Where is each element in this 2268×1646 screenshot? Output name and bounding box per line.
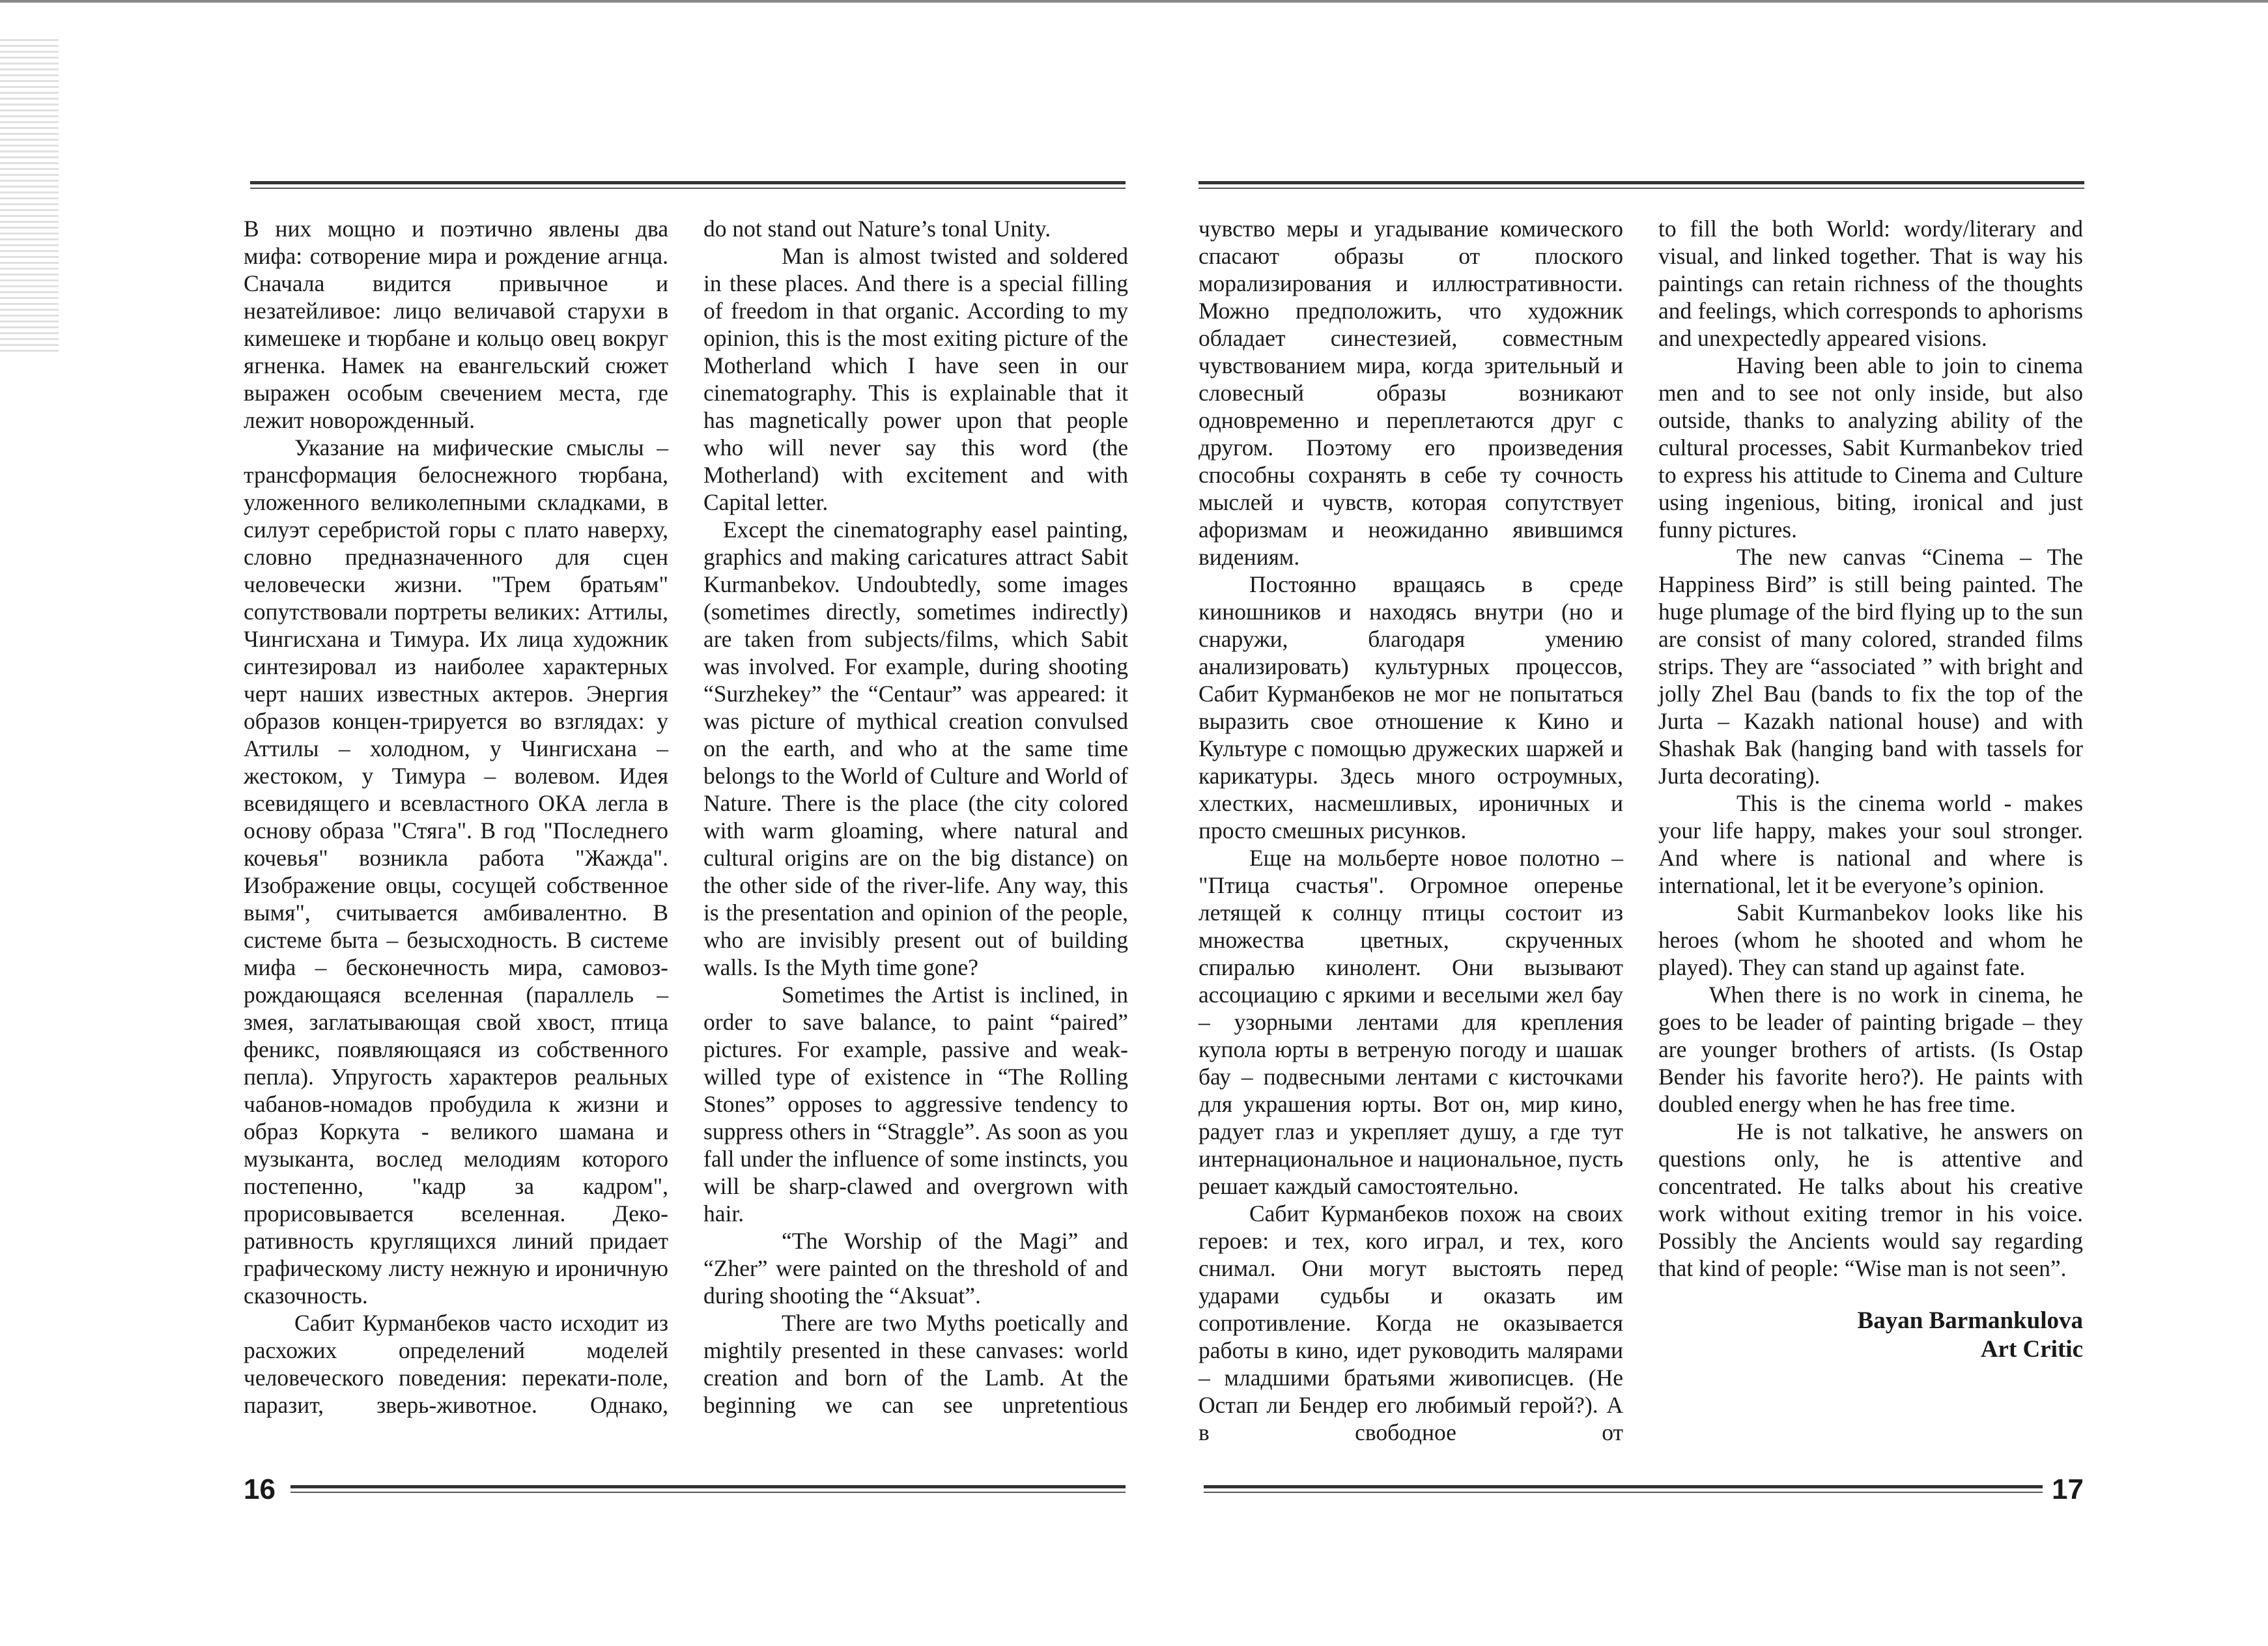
paragraph: to fill the both World: wordy/literary and visual, and linked together. That is way his paintings can retain richness of the thoughts and feelings, which corresponds to aphorisms and unexpectedly appeared visions. [1658, 216, 2083, 351]
paragraph: This is the cinema world - makes your life happy, makes your soul stronger. And where is national and where is international, let it be everyone’s opinion. [1658, 790, 2083, 898]
page-number-left: 16 [244, 1473, 276, 1505]
paragraph: Постоянно вращаясь в среде киношников и находясь внутри (но и снаружи, благодаря умению анализировать) культурных процессов, Сабит Курманбеков не мог не попытаться выразить свое отношение к Кино и Культуре с помощью дружеских шаржей и карикатуры. Здесь много остроумных, хлестких, насмешливых, ироничных и просто смешных рисунков. [1198, 571, 1623, 844]
paragraph: Еще на мольберте новое полотно – "Птица счастья". Огромное оперенье летящей к солнцу птицы состоит из множества цветных, скрученных спиралью кинолент. Они вызывают ассоциацию с яркими и веселыми жел бау – узорными лентами для крепления купола юрты в ветреную погоду и шашак бау – подвесными лентами с кисточками для украшения юрты. Вот он, мир кино, радует глаз и укрепляет душу, а где тут интернациональное и национальное, пусть решает каждый самостоятельно. [1198, 845, 1623, 1199]
paragraph: Сабит Курманбеков похож на своих героев: и тех, кого играл, и тех, кого снимал. Они могут выстоять перед ударами судьбы и оказать им сопротивление. Когда не оказывается работы в кино, идет руководить малярами – младшими братьями живописцев. (Не Остап ли Бендер его любимый герой?). А в свободное от [1198, 1200, 1623, 1445]
paragraph: Man is almost twisted and soldered in these places. And there is a special filling of freedom in that organic. According to my opinion, this is the most exiting picture of the Motherland which I have seen in our cinematography. This is explainable that it has magnetically power upon that people who will never say this word (the Motherland) with excitement and with Capital letter. [703, 243, 1128, 515]
paragraph: do not stand out Nature’s tonal Unity. [703, 216, 1051, 242]
column-2 [703, 215, 1128, 1419]
paragraph: В них мощно и поэтично явлены два мифа: сотворение мира и рождение агнца. Сначала видится привычное и незатейливое: лицо величавой старухи в кимешеке и тюрбане и кольцо овец вокруг ягненка. Намек на евангельский сюжет выражен особым свечением места, где лежит новорожденный. [244, 216, 668, 433]
top-rule-left [250, 181, 1126, 192]
paragraph: The new canvas “Cinema – The Happiness Bird” is still being painted. The huge plumage of the bird flying up to the sun are consist of many colored, stranded films strips. They are “associated ” with bright and jolly Zhel Bau (bands to fix the top of the Jurta – Kazakh national house) and with Shashak Bak (hanging band with tassels for Jurta decorating). [1658, 544, 2083, 789]
author-name: Bayan Barmankulova [1857, 1307, 2083, 1334]
bottom-rule-left [291, 1485, 1126, 1496]
bottom-rule-right [1204, 1485, 2043, 1496]
paragraph: Sabit Kurmanbekov looks like his heroes (whom he shooted and whom he played). They can stand up against fate. [1658, 900, 2083, 980]
paragraph: “The Worship of the Magi” and “Zher” were painted on the threshold of and during shooting the “Aksuat”. [703, 1228, 1128, 1309]
paragraph: Указание на мифические смыслы – трансформация белоснежного тюрбана, уложенного великолепными складками, в силуэт серебристой горы с плато наверху, словно предназначенного для сцен человечески жизни. "Трем братьям" сопутствовали портреты великих: Аттилы, Чингисхана и Тимура. Их лица художник синтезировал из наиболее характерных черт наших известных актеров. Энергия образов концен-трируется во взглядах: у Аттилы – холодном, у Чингисхана – жестоком, у Тимура – волевом. Идея всевидящего и всевластного ОКА легла в основу образа "Стяга". В год "Последнего кочевья" возникла работа "Жажда". Изображение овцы, сосущей собственное вымя", считывается амбивалентно. В системе быта – безысходность. В системе мифа – бесконечность мира, самовоз-рождающаяся вселенная (параллель – змея, заглатывающая свой хвост, птица феникс, появляющаяся из собственного пепла). Упругость характеров реальных чабанов-номадов пробудила к жизни и образ Коркута - великого шамана и музыканта, вослед мелодиям которого постепенно, "кадр за кадром", прорисовывается вселенная. Деко-ративность круглящихся линий придает графическому листу нежную и ироничную сказочность. [244, 434, 668, 1309]
paragraph: Сабит Курманбеков часто исходит из расхожих определений моделей человеческого поведения: перекати-поле, паразит, зверь-животное. Однако, [244, 1310, 668, 1418]
paragraph: He is not talkative, he answers on questions only, he is attentive and concentrated. He talks about his creative work without exiting tremor in his voice. Possibly the Ancients would say regarding that kind of people: “Wise man is not seen”. [1658, 1118, 2083, 1281]
author-title: Art Critic [1980, 1336, 2083, 1363]
column-3 [1198, 215, 1623, 1446]
paragraph: Except the cinematography easel painting, graphics and making caricatures attract Sabit Kurmanbekov. Undoubtedly, some images (sometimes directly, sometimes indirectly) are taken from subjects/films, which Sabit was involved. For example, during shooting “Surzhekey” the “Centaur” was appeared: it was picture of mythical creation convulsed on the earth, and who at the same time belongs to the World of Culture and World of Nature. There is the place (the city colored with warm gloaming, where natural and cultural origins are on the big distance) on the other side of the river-life. Any way, this is the presentation and opinion of the people, who are invisibly present out of building walls. Is the Myth time gone? [703, 517, 1128, 980]
paragraph: Sometimes the Artist is inclined, in order to save balance, to paint “paired” pictures. For example, passive and weak-willed type of existence in “The Rolling Stones” opposes to aggressive tendency to suppress others in “Straggle”. As soon as you fall under the influence of some instincts, you will be sharp-clawed and overgrown with hair. [703, 982, 1128, 1227]
paragraph: There are two Myths poetically and mightily presented in these canvases: world creation and born of the Lamb. At the beginning we can see unpretentious [703, 1310, 1128, 1418]
column-4 [1658, 215, 2083, 1364]
author-signature [1658, 1307, 2083, 1364]
paragraph: When there is no work in cinema, he goes to be leader of painting brigade – they are younger brothers of artists. (Is Ostap Bender his favorite hero?). He paints with doubled energy when he has free time. [1658, 982, 2083, 1117]
scan-top-edge [0, 0, 2268, 3]
paragraph: чувство меры и угадывание комического спасают образы от плоского морализирования и иллюстративности. Можно предположить, что художник обладает синестезией, совместным чувствованием мира, когда зрительный и словесный образы возникают одновременно и переплетаются друг с другом. Поэтому его произведения способны сохранять в себе ту сочность мыслей и чувств, которая сопутствует афоризмам и неожиданно явившимся видениям. [1198, 216, 1623, 570]
scan-noise-edge [0, 39, 59, 352]
column-1 [244, 215, 668, 1419]
paragraph: Having been able to join to cinema men and to see not only inside, but also outside, thanks to analyzing ability of the cultural processes, Sabit Kurmanbekov tried to express his attitude to Cinema and Culture using ingenious, biting, ironical and just funny pictures. [1658, 352, 2083, 543]
top-rule-right [1198, 181, 2084, 192]
page-number-right: 17 [2052, 1473, 2084, 1505]
